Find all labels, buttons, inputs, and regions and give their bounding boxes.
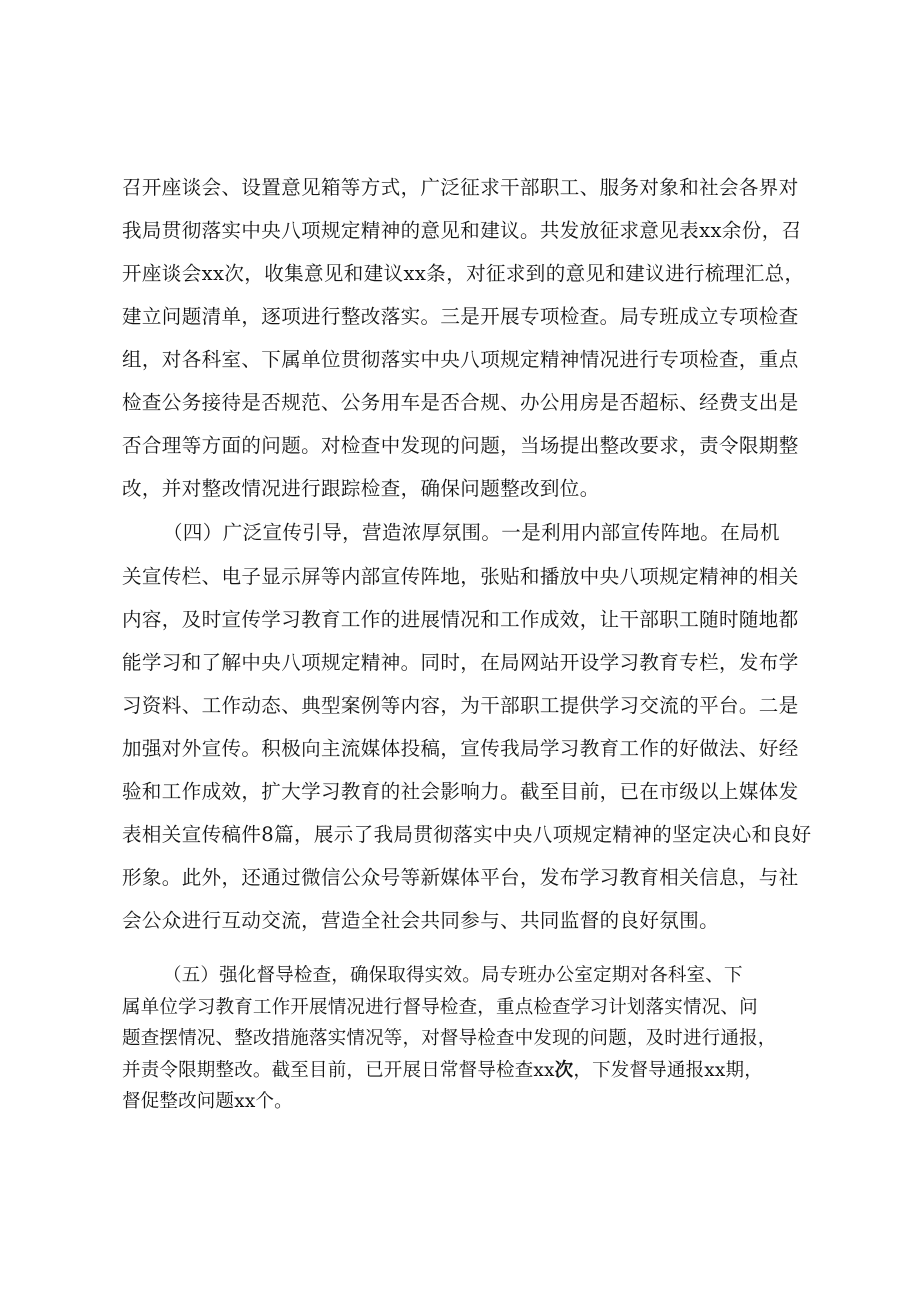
- text-line: 关宣传栏、电子显示屏等内部宣传阵地，张贴和播放中央八项规定精神的相关: [122, 565, 799, 588]
- text-segment: ，下发督导通报xx期，: [573, 1060, 763, 1081]
- text-line: 验和工作成效，扩大学习教育的社会影响力。截至目前，已在市级以上媒体发: [122, 780, 799, 803]
- text-line: 召开座谈会、设置意见箱等方式，广泛征求干部职工、服务对象和社会各界对: [122, 176, 799, 199]
- text-line: （五）强化督导检查，确保取得实效。局专班办公室定期对各科室、下: [163, 965, 743, 986]
- text-line: 加强对外宣传。积极向主流媒体投稿，宣传我局学习教育工作的好做法、好经: [122, 737, 799, 760]
- text-line: 否合理等方面的问题。对检查中发现的问题，当场提出整改要求，责令限期整: [122, 434, 799, 457]
- text-line: （四）广泛宣传引导，营造浓厚氛围。一是利用内部宣传阵地。在局机: [163, 521, 780, 544]
- text-line: [122, 1056, 763, 1082]
- text-line: 习资料、工作动态、典型案例等内容，为干部职工提供学习交流的平台。二是: [122, 694, 799, 717]
- text-line: 属单位学习教育工作开展情况进行督导检查，重点检查学习计划落实情况、问: [122, 997, 758, 1018]
- text-line: 形象。此外，还通过微信公众号等新媒体平台，发布学习教育相关信息，与社: [122, 866, 799, 889]
- text-line: 我局贯彻落实中央八项规定精神的意见和建议。共发放征求意见表xx余份，召: [122, 219, 802, 242]
- text-line: 检查公务接待是否规范、公务用车是否合规、办公用房是否超标、经费支出是: [122, 391, 799, 414]
- text-segment: 并责令限期整改。截至目前，已开展日常督导检查xx: [122, 1060, 555, 1081]
- text-segment-bold: 次: [554, 1060, 574, 1081]
- text-line: 改，并对整改情况进行跟踪检查，确保问题整改到位。: [122, 477, 600, 500]
- text-line: 表相关宣传稿件8篇，展示了我局贯彻落实中央八项规定精神的坚定决心和良好: [122, 823, 812, 846]
- text-line: 能学习和了解中央八项规定精神。同时，在局网站开设学习教育专栏，发布学: [122, 651, 799, 674]
- text-line: 会公众进行互动交流，营造全社会共同参与、共同监督的良好氛围。: [122, 909, 720, 932]
- text-line: 题查摆情况、整改措施落实情况等，对督导检查中发现的问题，及时进行通报，: [122, 1028, 777, 1049]
- text-line: 组，对各科室、下属单位贯彻落实中央八项规定精神情况进行专项检查，重点: [122, 348, 799, 371]
- text-line: 内容，及时宣传学习教育工作的进展情况和工作成效，让干部职工随时随地都: [122, 608, 799, 631]
- text-line: 开座谈会xx次，收集意见和建议xx条，对征求到的意见和建议进行梳理汇总，: [122, 262, 805, 285]
- text-line: 建立问题清单，逐项进行整改落实。三是开展专项检查。局专班成立专项检查: [122, 305, 799, 328]
- text-line: 督促整改问题xx个。: [122, 1091, 293, 1112]
